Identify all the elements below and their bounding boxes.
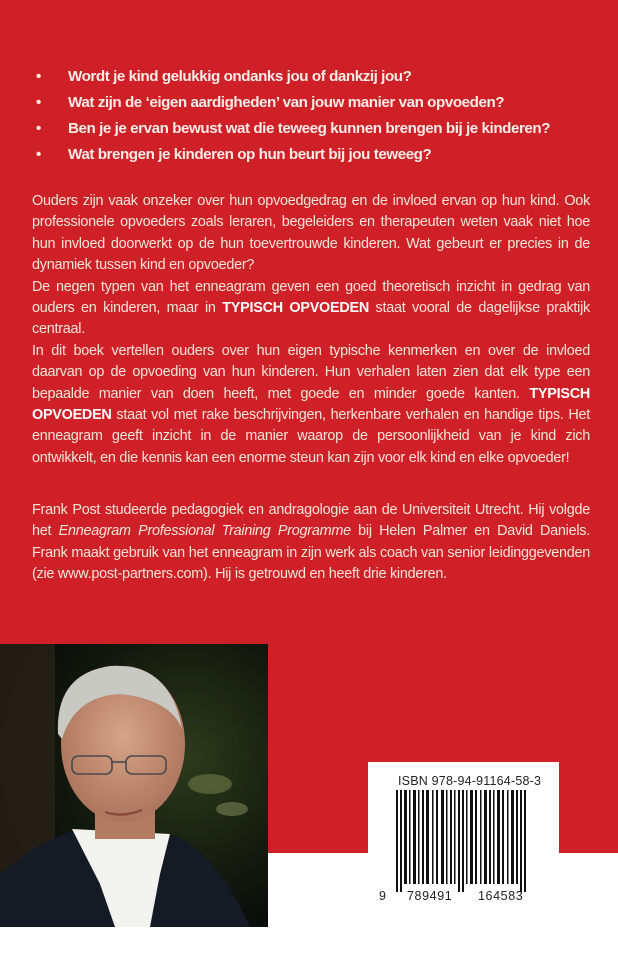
- question-item: • Wordt je kind gelukkig ondanks jou of dankzij jou?: [36, 64, 596, 90]
- book-title-emphasis: TYPISCH OPVOEDEN: [32, 385, 590, 424]
- author-bio: Frank Post studeerde pedagogiek en andragologie aan de Universiteit Utrecht. Hij volgde het Enneagram Professional Training Programme bij Helen Palmer en David Daniels. Frank maakt gebruik van het enneagram in zijn werk als coach van senior leidinggevenden (zie www.post-partners.com). Hij is getrouwd en heeft drie kinderen.: [32, 502, 590, 583]
- question-item: • Wat brengen je kinderen op hun beurt bij jou teweeg?: [36, 142, 596, 168]
- program-name: Enneagram Professional Training Programme: [58, 523, 351, 540]
- author-portrait-illustration: [0, 644, 268, 927]
- bullet-icon: •: [36, 94, 41, 111]
- red-background-middle: [268, 762, 368, 853]
- question-item: • Ben je je ervan bewust wat die teweeg kunnen brengen bij je kinderen?: [36, 116, 596, 142]
- bullet-icon: •: [36, 146, 41, 163]
- author-photo: [0, 644, 268, 927]
- question-list: [36, 64, 596, 168]
- bullet-icon: •: [36, 68, 41, 85]
- barcode-icon: [392, 790, 534, 892]
- barcode-digits-left: 789491: [407, 889, 453, 903]
- isbn-label: ISBN 978-94-91164-58-3: [398, 774, 542, 788]
- question-item: • Wat zijn de ‘eigen aardigheden’ van jouw manier van opvoeden?: [36, 90, 596, 116]
- barcode-digits-right: 164583: [478, 889, 524, 903]
- bullet-icon: •: [36, 120, 41, 137]
- book-title-emphasis: TYPISCH OPVOEDEN: [222, 300, 369, 317]
- barcode-digit-first: 9: [379, 889, 387, 903]
- book-description: Ouders zijn vaak onzeker over hun opvoedgedrag en de invloed ervan op hun kind. Ook professionele opvoeders zoals leraren, begeleiders en therapeuten weten vaak niet hoe hun invloed doorwerkt op de hun toevertrouwde kinderen. Wat gebeurt er precies in de dynamiek tussen kind en opvoeder? De negen typen van het enneagram geven een goed theoretisch inzicht in gedrag van ouders en kinderen, maar in TYPISCH OPVOEDEN staat vooral de dagelijkse praktijk centraal. In dit boek vertellen ouders over hun eigen typische kenmerken en over de invloed daarvan op de opvoeding van hun kinderen. Hun verhalen laten zien dat elk type een bepaalde manier van doen heeft, met goede en minder goede kanten. TYPISCH OPVOEDEN staat vol met rake beschrijvingen, herkenbare verhalen en handige tips. Het enneagram geeft inzicht in de manier waarop de persoonlijkheid van je kind zich ontwikkelt, en die kennis kan een enorme steun kan zijn voor elk kind en elke opvoeder!: [32, 193, 590, 466]
